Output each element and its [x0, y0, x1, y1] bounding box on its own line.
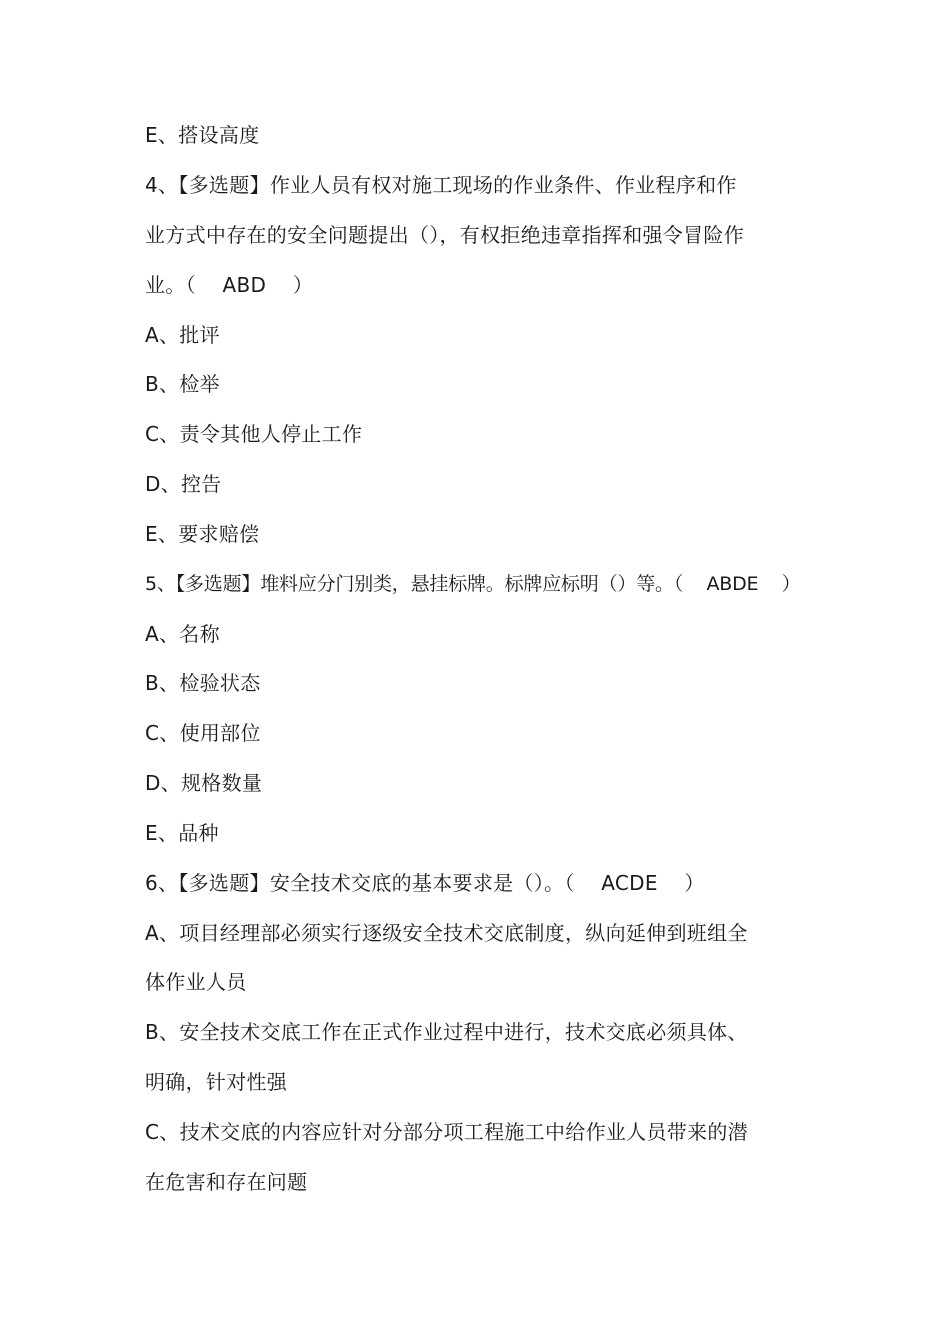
option-c-q6-line-1: C、技术交底的内容应针对分部分项工程施工中给作业人员带来的潜 [145, 1120, 748, 1144]
option-b-q5: B、检验状态 [145, 671, 261, 695]
question-4-line-2: 业方式中存在的安全问题提出（），有权拒绝违章指挥和强令冒险作 [145, 223, 744, 247]
option-b-q6-line-2: 明确，针对性强 [145, 1070, 288, 1094]
option-e-q3: E、搭设高度 [145, 123, 260, 147]
option-a-q6-line-1: A、项目经理部必须实行逐级安全技术交底制度，纵向延伸到班组全 [145, 921, 748, 945]
option-b-q6-line-1: B、安全技术交底工作在正式作业过程中进行，技术交底必须具体、 [145, 1020, 748, 1044]
option-e-q4: E、要求赔偿 [145, 522, 260, 546]
question-5: 5、【多选题】堆料应分门别类，悬挂标牌。标牌应标明（）等。（ ABDE ） [145, 573, 801, 595]
option-a-q6-line-2: 体作业人员 [145, 970, 247, 994]
question-6: 6、【多选题】安全技术交底的基本要求是（）。（ ACDE ） [145, 871, 705, 895]
question-4-answer: 业。（ ABD ） [145, 273, 314, 297]
option-a-q4: A、批评 [145, 323, 220, 347]
option-a-q5: A、名称 [145, 622, 220, 646]
option-c-q6-line-2: 在危害和存在问题 [145, 1170, 308, 1194]
option-c-q4: C、责令其他人停止工作 [145, 422, 363, 446]
option-d-q5: D、规格数量 [145, 771, 263, 795]
question-4-line-1: 4、【多选题】作业人员有权对施工现场的作业条件、作业程序和作 [145, 173, 737, 197]
option-b-q4: B、检举 [145, 372, 220, 396]
option-c-q5: C、使用部位 [145, 721, 261, 745]
option-d-q4: D、控告 [145, 472, 222, 496]
option-e-q5: E、品种 [145, 821, 219, 845]
